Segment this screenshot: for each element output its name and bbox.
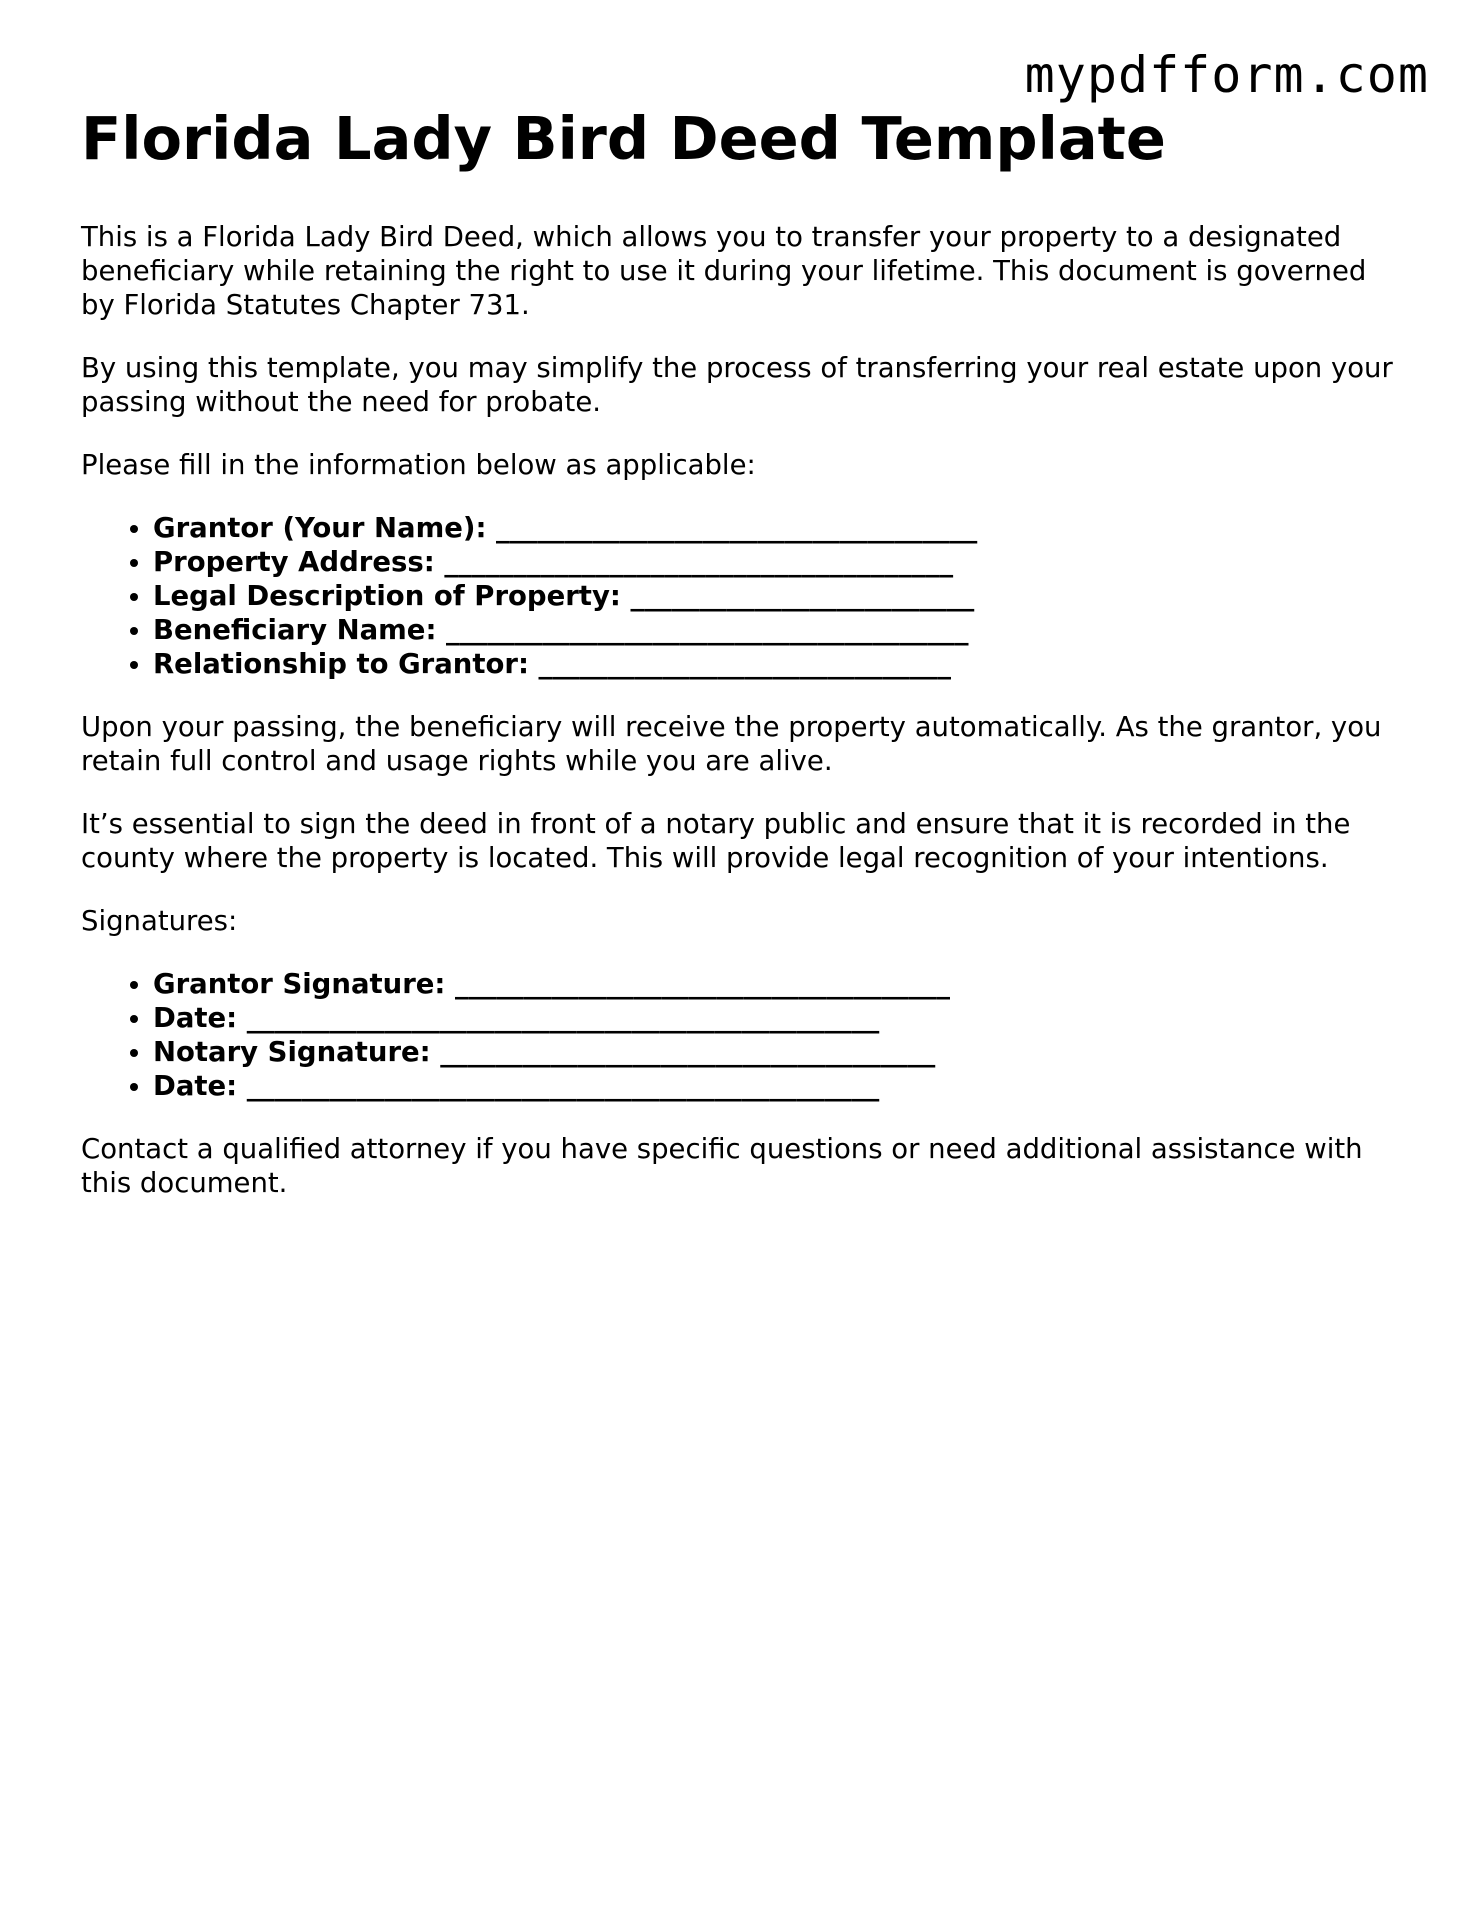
contact-paragraph: Contact a qualified attorney if you have specific questions or need additional assistance with this document.: [81, 1132, 1363, 1199]
upon-passing-paragraph: Upon your passing, the beneficiary will receive the property automatically. As the grantor, you retain full control and usage rights while you are alive.: [81, 710, 1382, 777]
field-label: Relationship to Grantor:: [153, 647, 529, 680]
field-blank: ______________________________________________: [246, 1001, 880, 1034]
signature-field-notary: [153, 1035, 1401, 1069]
info-field-grantor-name: [153, 511, 1401, 545]
document-title: Florida Lady Bird Deed Template: [81, 104, 1166, 173]
watermark: mypdfform.com: [1024, 46, 1429, 104]
signature-field-grantor: [153, 967, 1401, 1001]
field-label: Date:: [153, 1001, 238, 1034]
field-blank: ____________________________________: [440, 1035, 936, 1068]
field-label: Notary Signature:: [153, 1035, 431, 1068]
signature-field-notary-date: [153, 1069, 1401, 1103]
info-field-legal-description: [153, 579, 1401, 613]
info-field-list: [81, 511, 1401, 681]
info-field-beneficiary-name: [153, 613, 1401, 647]
intro-paragraph: This is a Florida Lady Bird Deed, which allows you to transfer your property to a designated beneficiary while retaining the right to use it during your lifetime. This document is governed by Florida Statutes Chapter 731.: [81, 220, 1367, 321]
field-label: Property Address:: [153, 545, 435, 578]
field-label: Legal Description of Property:: [153, 579, 621, 612]
field-label: Beneficiary Name:: [153, 613, 437, 646]
field-blank: ______________________________________: [446, 613, 969, 646]
field-blank: ___________________________________: [496, 511, 978, 544]
signatures-heading: Signatures:: [81, 904, 238, 937]
field-blank: _____________________________________: [444, 545, 954, 578]
field-label: Grantor (Your Name):: [153, 511, 487, 544]
field-blank: ______________________________________________: [246, 1069, 880, 1102]
field-label: Date:: [153, 1069, 238, 1102]
field-blank: ______________________________: [538, 647, 952, 680]
info-field-property-address: [153, 545, 1401, 579]
info-field-relationship: [153, 647, 1401, 681]
fill-in-paragraph: Please fill in the information below as applicable:: [81, 448, 756, 481]
field-blank: _________________________: [630, 579, 975, 612]
field-label: Grantor Signature:: [153, 967, 446, 1000]
field-blank: ____________________________________: [455, 967, 951, 1000]
simplify-paragraph: By using this template, you may simplify the process of transferring your real estate upon your passing without the need for probate.: [81, 351, 1393, 418]
document-page: [81, 104, 1401, 1229]
essential-paragraph: It’s essential to sign the deed in front of a notary public and ensure that it is recorded in the county where the property is located. This will provide legal recognition of your intentions.: [81, 807, 1351, 874]
signature-field-date: [153, 1001, 1401, 1035]
signature-field-list: [81, 967, 1401, 1103]
